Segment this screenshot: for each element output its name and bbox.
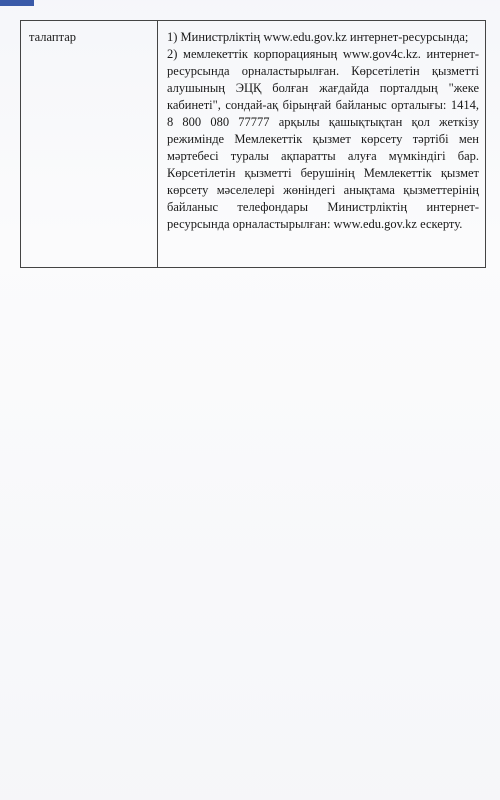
table-cell-content — [167, 29, 479, 233]
cell-label-text: талаптар — [29, 30, 76, 44]
corner-tab-mark — [0, 0, 34, 6]
content-paragraph-1: 1) Министрліктің www.edu.gov.kz интернет-ресурсында; — [167, 30, 469, 44]
column-divider — [157, 21, 158, 267]
requirements-table — [20, 20, 486, 268]
content-paragraph-2: 2) мемлекеттік корпорацияның www.gov4c.kz. интернет-ресурсында орналастырылған. Көрсетілетін қызметті алушының ЭЦҚ болған жағдайда порталдың "жеке кабинеті", сондай-ақ бірыңғай байланыс орталығы: 1414, 8 800 080 77777 арқылы қашықтықтан қол жеткізу режимінде Мемлекеттік қызмет көрсету тәртібі мен мәртебесі туралы ақпаратты алуға мүмкіндігі бар. Көрсетілетін қызметті берушінің Мемлекеттік қызмет көрсету мәселелері жөніндегі анықтама қызметтерінің байланыс телефондары Министрліктің интернет-ресурсында орналастырылған: www.edu.gov.kz ескерту. — [167, 47, 479, 231]
table-cell-label — [29, 29, 149, 46]
